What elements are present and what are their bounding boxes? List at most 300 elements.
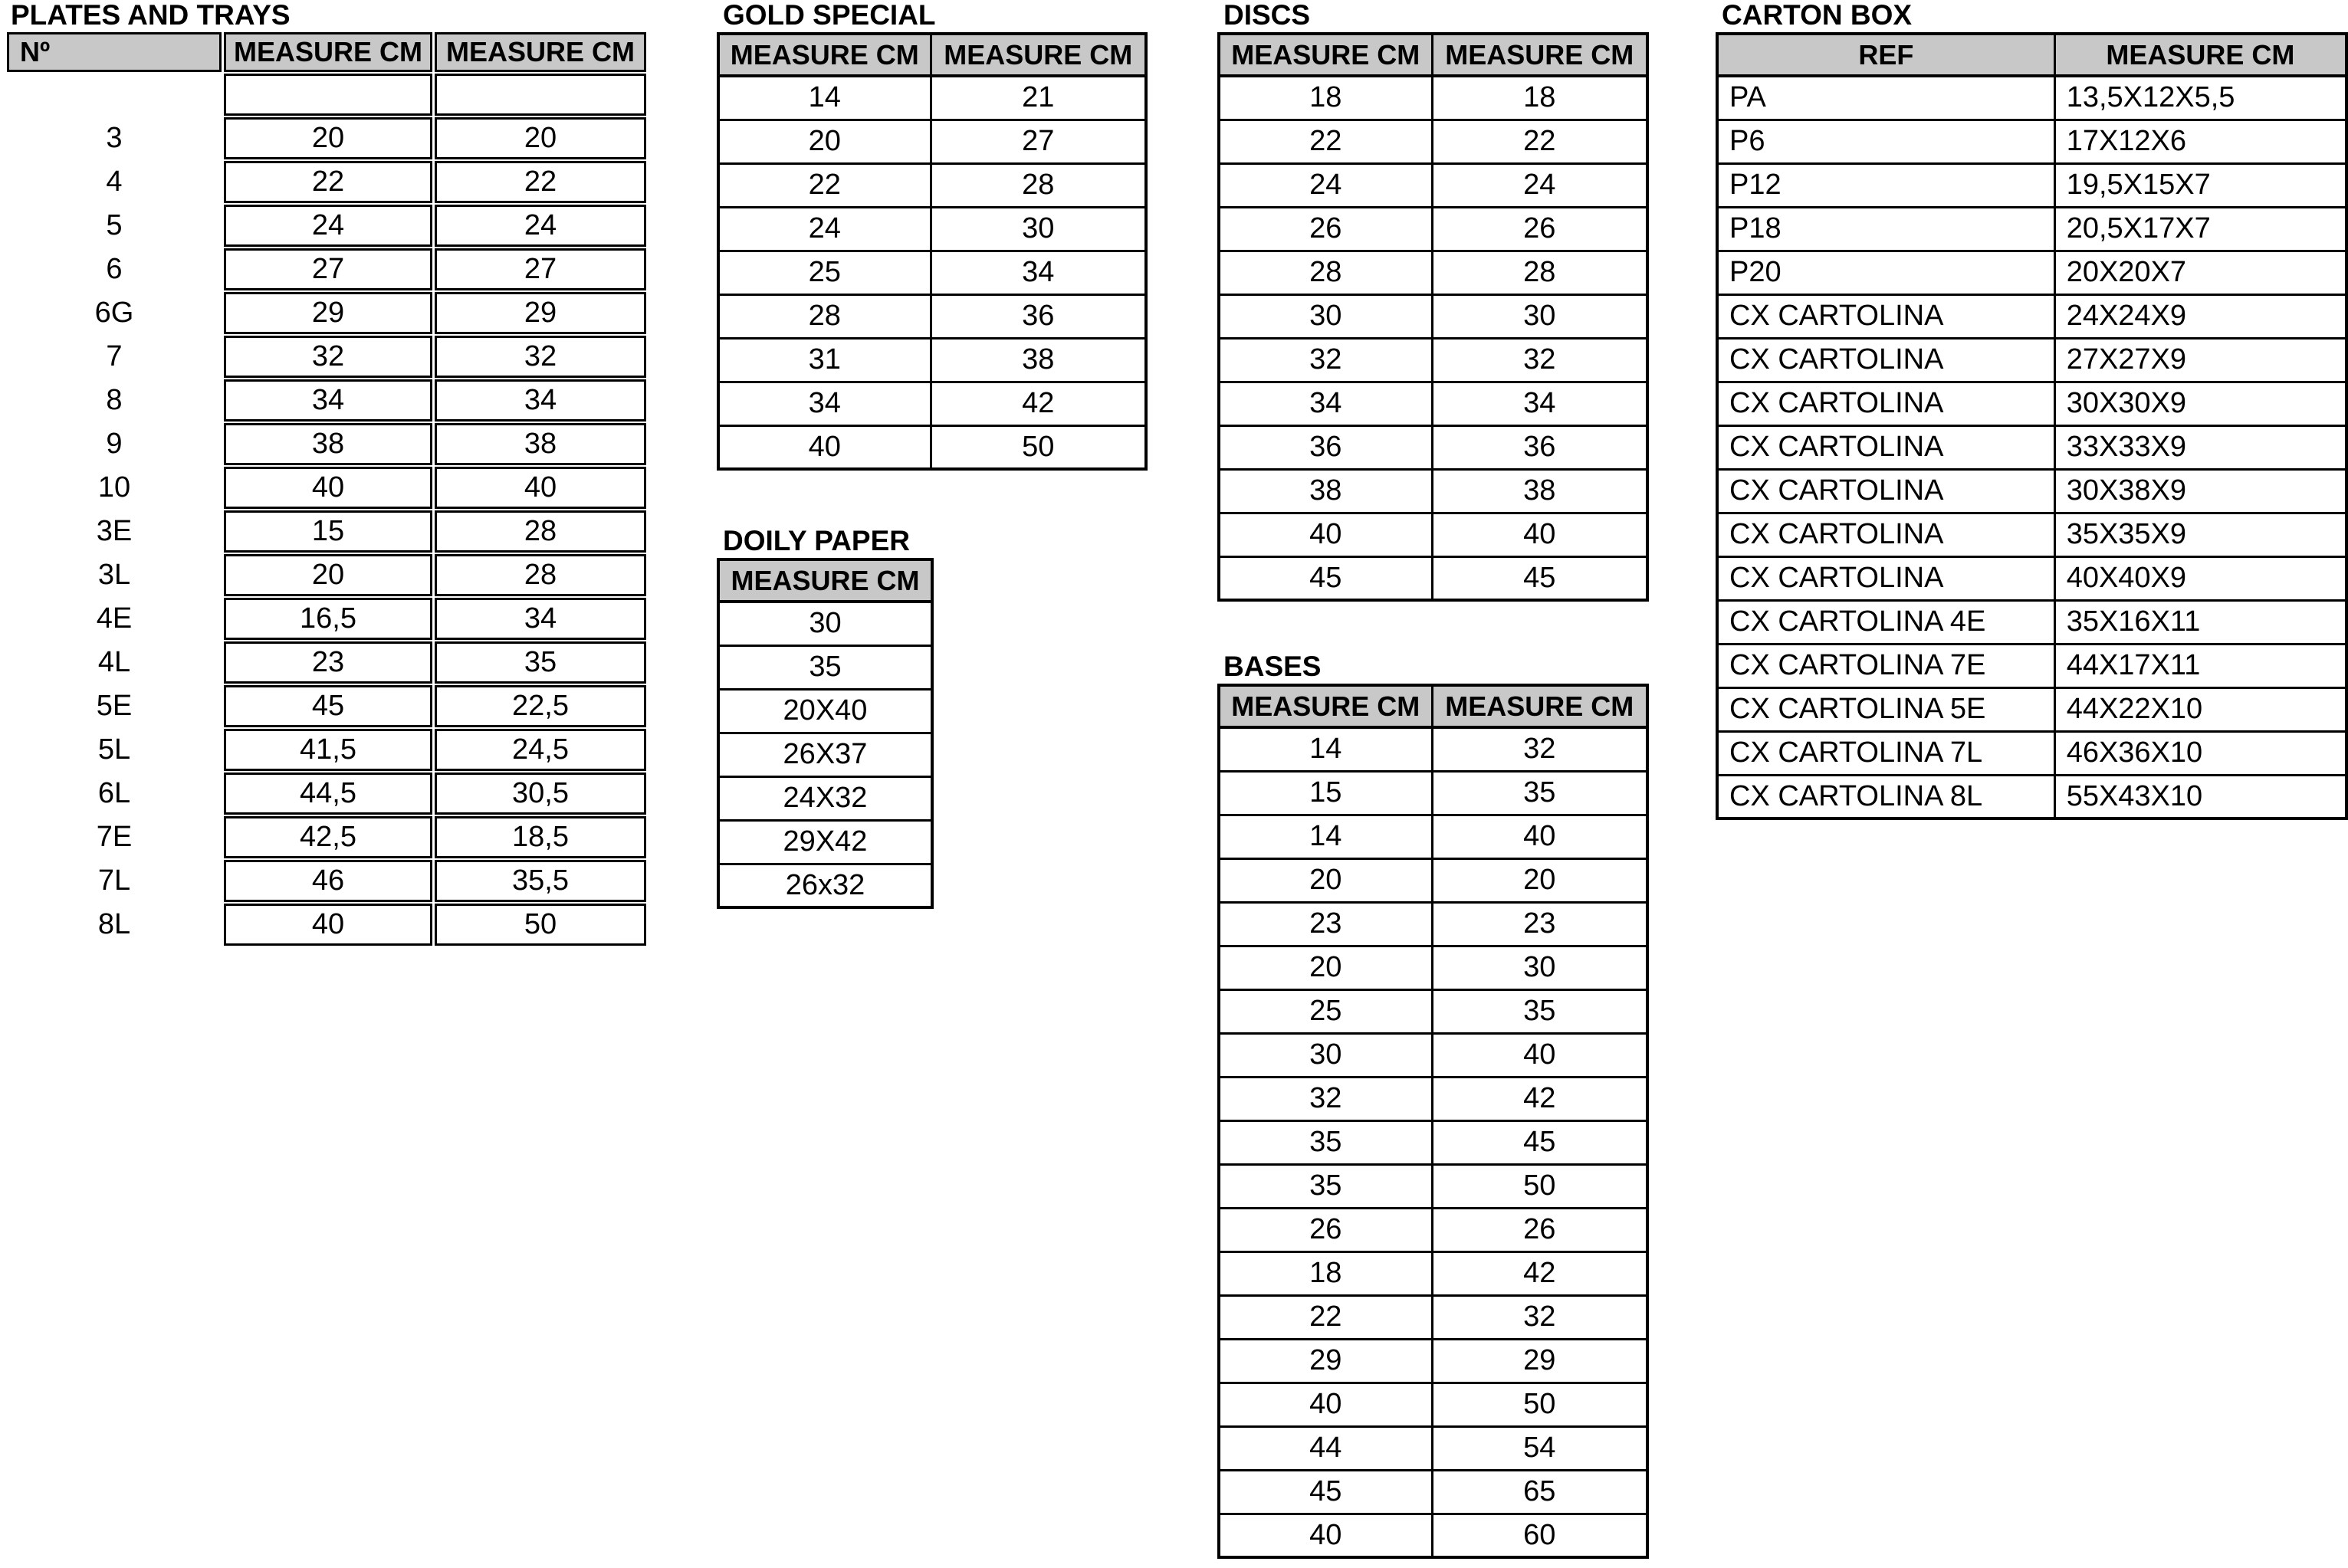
cell: 35	[718, 645, 932, 689]
cell: 30	[931, 207, 1146, 251]
cell: 5E	[96, 690, 133, 722]
table-row	[1717, 469, 2346, 513]
cell: P6	[1717, 120, 2054, 163]
cell: 40	[1432, 815, 1647, 858]
doily-paper-section	[717, 526, 934, 909]
cell: 22	[435, 161, 646, 203]
header-row	[718, 34, 1146, 76]
table-row	[1219, 815, 1647, 858]
cell: CX CARTOLINA 8L	[1717, 775, 2054, 818]
table-row	[1219, 382, 1647, 425]
cell: 27X27X9	[2054, 338, 2346, 382]
table-row	[1219, 989, 1647, 1033]
cell: 38	[435, 423, 646, 465]
cell: 20	[718, 120, 931, 163]
cell: 29	[224, 292, 432, 334]
table-row	[1717, 207, 2346, 251]
table-row	[718, 163, 1146, 207]
table-row	[718, 733, 932, 776]
cell: 46	[224, 860, 432, 902]
column-header: MEASURE CM	[1432, 685, 1647, 727]
cell: 18	[1432, 76, 1647, 120]
header-row	[1219, 34, 1647, 76]
table-row	[718, 820, 932, 864]
table-row	[7, 336, 646, 378]
table-row	[7, 205, 646, 247]
table-row	[7, 423, 646, 465]
cell: 36	[1432, 425, 1647, 469]
cell: 22	[224, 161, 432, 203]
table-row	[1717, 120, 2346, 163]
column-header: MEASURE CM	[1219, 685, 1432, 727]
cell: 45	[1432, 556, 1647, 600]
table-row	[7, 729, 646, 771]
cell: 26x32	[718, 864, 932, 907]
table-row	[718, 776, 932, 820]
cell: 34	[1432, 382, 1647, 425]
header-row	[1219, 685, 1647, 727]
cell: 35X35X9	[2054, 513, 2346, 556]
cell: 30X38X9	[2054, 469, 2346, 513]
cell: CX CARTOLINA 7L	[1717, 731, 2054, 775]
cell: 50	[1432, 1164, 1647, 1208]
table-row	[1717, 513, 2346, 556]
cell: 8L	[97, 908, 131, 940]
cell: 46X36X10	[2054, 731, 2346, 775]
cell: 32	[1432, 727, 1647, 771]
cell: CX CARTOLINA	[1717, 469, 2054, 513]
table-row	[1219, 1251, 1647, 1295]
cell: 38	[224, 423, 432, 465]
table-row	[1717, 644, 2346, 687]
cell: 34	[931, 251, 1146, 294]
cell: 24	[1432, 163, 1647, 207]
header-row	[718, 559, 932, 602]
table-row	[1219, 902, 1647, 946]
cell: 31	[718, 338, 931, 382]
cell: CX CARTOLINA	[1717, 556, 2054, 600]
cell: 19,5X15X7	[2054, 163, 2346, 207]
table-row	[7, 74, 646, 116]
gold-special-table	[717, 32, 1148, 471]
cell: 20	[224, 117, 432, 159]
table-row	[1219, 1164, 1647, 1208]
table-row	[1717, 163, 2346, 207]
table-row	[718, 602, 932, 645]
cell: 35	[1219, 1164, 1432, 1208]
plates-and-trays-table	[5, 31, 649, 947]
table-row	[1219, 858, 1647, 902]
cell: 40	[718, 425, 931, 469]
table-row	[1219, 1120, 1647, 1164]
cell	[224, 74, 432, 116]
cell	[7, 74, 222, 116]
cell: 30	[1432, 946, 1647, 989]
cell: 26	[1219, 1208, 1432, 1251]
cell: 20X40	[718, 689, 932, 733]
cell: 3	[106, 122, 123, 154]
plates-and-trays-title: PLATES AND TRAYS	[11, 0, 291, 31]
table-row	[1219, 1383, 1647, 1426]
cell: P18	[1717, 207, 2054, 251]
table-row	[7, 598, 646, 640]
cell: 16,5	[224, 598, 432, 640]
cell: 28	[1432, 251, 1647, 294]
cell: 24X32	[718, 776, 932, 820]
cell: 33X33X9	[2054, 425, 2346, 469]
cell: 44X17X11	[2054, 644, 2346, 687]
discs-title: DISCS	[1223, 0, 1311, 31]
carton-box-title: CARTON BOX	[1722, 0, 1913, 31]
table-row	[718, 864, 932, 907]
cell: P12	[1717, 163, 2054, 207]
cell	[435, 74, 646, 116]
cell: 28	[931, 163, 1146, 207]
cell: 5	[106, 209, 123, 241]
table-row	[718, 294, 1146, 338]
cell: 40	[1432, 1033, 1647, 1077]
table-row	[718, 645, 932, 689]
cell: 26	[1432, 207, 1647, 251]
cell: 15	[224, 510, 432, 553]
cell: 45	[1432, 1120, 1647, 1164]
cell: 35	[1432, 989, 1647, 1033]
cell: 42,5	[224, 816, 432, 858]
cell: PA	[1717, 76, 2054, 120]
cell: 32	[1432, 1295, 1647, 1339]
plates-and-trays-section	[5, 0, 649, 947]
cell: 25	[1219, 989, 1432, 1033]
cell: 34	[435, 379, 646, 422]
table-row	[7, 860, 646, 902]
table-row	[7, 641, 646, 684]
cell: 41,5	[224, 729, 432, 771]
table-row	[718, 207, 1146, 251]
discs-section	[1217, 0, 1649, 602]
table-row	[1219, 1514, 1647, 1557]
cell: 5L	[97, 733, 131, 766]
cell: CX CARTOLINA	[1717, 382, 2054, 425]
cell: 24,5	[435, 729, 646, 771]
table-row	[1219, 338, 1647, 382]
cell: 35	[435, 641, 646, 684]
cell: 14	[1219, 815, 1432, 858]
cell: 23	[1219, 902, 1432, 946]
table-row	[1717, 338, 2346, 382]
discs-table	[1217, 32, 1649, 602]
cell: 45	[1219, 556, 1432, 600]
column-header: MEASURE CM	[2054, 34, 2346, 76]
table-row	[718, 425, 1146, 469]
column-header: MEASURE CM	[718, 34, 931, 76]
cell: 32	[435, 336, 646, 378]
table-row	[7, 904, 646, 946]
cell: CX CARTOLINA 5E	[1717, 687, 2054, 731]
table-row	[7, 816, 646, 858]
cell: CX CARTOLINA 7E	[1717, 644, 2054, 687]
cell: 60	[1432, 1514, 1647, 1557]
cell: 50	[1432, 1383, 1647, 1426]
cell: 38	[1432, 469, 1647, 513]
table-row	[1219, 120, 1647, 163]
cell: 3E	[96, 515, 133, 547]
cell: 6	[106, 253, 123, 285]
table-row	[1219, 727, 1647, 771]
table-row	[1219, 556, 1647, 600]
table-row	[718, 382, 1146, 425]
cell: 44,5	[224, 773, 432, 815]
table-row	[1219, 163, 1647, 207]
table-row	[1219, 513, 1647, 556]
cell: 40	[1219, 1383, 1432, 1426]
table-row	[1219, 771, 1647, 815]
table-row	[7, 467, 646, 509]
cell: CX CARTOLINA 4E	[1717, 600, 2054, 644]
table-row	[1219, 1295, 1647, 1339]
column-header: MEASURE CM	[1432, 34, 1647, 76]
header-row	[7, 32, 646, 72]
cell: 20	[1219, 858, 1432, 902]
cell: 40	[435, 467, 646, 509]
cell: CX CARTOLINA	[1717, 425, 2054, 469]
cell: 4L	[97, 646, 131, 678]
table-row	[7, 117, 646, 159]
cell: 22	[1219, 120, 1432, 163]
cell: 54	[1432, 1426, 1647, 1470]
table-row	[1219, 946, 1647, 989]
cell: 34	[224, 379, 432, 422]
table-row	[1219, 425, 1647, 469]
table-row	[1219, 76, 1647, 120]
cell: 32	[1219, 1077, 1432, 1120]
cell: 7E	[96, 821, 133, 853]
cell: 36	[1219, 425, 1432, 469]
bases-table	[1217, 684, 1649, 1559]
table-row	[718, 120, 1146, 163]
cell: 6L	[97, 777, 131, 809]
table-row	[718, 76, 1146, 120]
cell: 24	[1219, 163, 1432, 207]
gold-special-title: GOLD SPECIAL	[723, 0, 936, 31]
gold-special-section	[717, 0, 1148, 471]
table-row	[1219, 294, 1647, 338]
bases-title: BASES	[1223, 651, 1322, 682]
table-row	[1219, 1426, 1647, 1470]
cell: 24	[224, 205, 432, 247]
cell: 40	[224, 467, 432, 509]
table-row	[1219, 1470, 1647, 1514]
table-row	[7, 685, 646, 727]
cell: 14	[1219, 727, 1432, 771]
table-row	[1717, 294, 2346, 338]
cell: 35X16X11	[2054, 600, 2346, 644]
table-row	[7, 773, 646, 815]
table-row	[7, 554, 646, 596]
cell: 7L	[97, 864, 131, 897]
cell: 18	[1219, 1251, 1432, 1295]
cell: 40	[1432, 513, 1647, 556]
cell: 40X40X9	[2054, 556, 2346, 600]
cell: 32	[1432, 338, 1647, 382]
table-row	[1717, 775, 2346, 818]
table-row	[7, 510, 646, 553]
cell: 50	[435, 904, 646, 946]
table-row	[1717, 687, 2346, 731]
cell: 30X30X9	[2054, 382, 2346, 425]
cell: 29	[1219, 1339, 1432, 1383]
table-row	[718, 338, 1146, 382]
cell: 40	[1219, 1514, 1432, 1557]
cell: 8	[106, 384, 123, 416]
cell: 18,5	[435, 816, 646, 858]
cell: 20	[1219, 946, 1432, 989]
header-row	[1717, 34, 2346, 76]
column-header: MEASURE CM	[718, 559, 932, 602]
cell: 22,5	[435, 685, 646, 727]
cell: 40	[1219, 513, 1432, 556]
cell: 4E	[96, 602, 133, 635]
column-header: MEASURE CM	[1219, 34, 1432, 76]
cell: 22	[1432, 120, 1647, 163]
cell: 36	[931, 294, 1146, 338]
cell: P20	[1717, 251, 2054, 294]
cell: 42	[1432, 1251, 1647, 1295]
table-row	[1219, 1077, 1647, 1120]
table-row	[1717, 76, 2346, 120]
cell: 29	[435, 292, 646, 334]
cell: 35,5	[435, 860, 646, 902]
cell: 45	[224, 685, 432, 727]
cell: 6G	[94, 297, 134, 329]
table-row	[1717, 600, 2346, 644]
cell: CX CARTOLINA	[1717, 513, 2054, 556]
cell: 44X22X10	[2054, 687, 2346, 731]
cell: 4	[106, 166, 123, 198]
cell: 28	[435, 554, 646, 596]
cell: 34	[1219, 382, 1432, 425]
cell: 38	[1219, 469, 1432, 513]
table-row	[1219, 251, 1647, 294]
table-row	[7, 379, 646, 422]
cell: 50	[931, 425, 1146, 469]
table-row	[1219, 469, 1647, 513]
table-row	[1219, 1033, 1647, 1077]
cell: 32	[224, 336, 432, 378]
cell: 17X12X6	[2054, 120, 2346, 163]
cell: 65	[1432, 1470, 1647, 1514]
table-row	[7, 161, 646, 203]
cell: 44	[1219, 1426, 1432, 1470]
cell: 3L	[97, 559, 131, 591]
cell: 7	[106, 340, 123, 372]
table-row	[1717, 382, 2346, 425]
cell: 20	[435, 117, 646, 159]
cell: 45	[1219, 1470, 1432, 1514]
cell: 27	[224, 248, 432, 290]
cell: 30	[718, 602, 932, 645]
table-row	[718, 251, 1146, 294]
cell: CX CARTOLINA	[1717, 294, 2054, 338]
cell: 27	[931, 120, 1146, 163]
cell: 28	[1219, 251, 1432, 294]
column-header: MEASURE CM	[931, 34, 1146, 76]
cell: 55X43X10	[2054, 775, 2346, 818]
cell: 38	[931, 338, 1146, 382]
table-row	[7, 248, 646, 290]
cell: 32	[1219, 338, 1432, 382]
table-row	[7, 292, 646, 334]
cell: 20X20X7	[2054, 251, 2346, 294]
cell: 13,5X12X5,5	[2054, 76, 2346, 120]
table-row	[1219, 1339, 1647, 1383]
cell: 20	[224, 554, 432, 596]
column-header: MEASURE CM	[435, 32, 646, 72]
cell: 20	[1432, 858, 1647, 902]
cell: 34	[718, 382, 931, 425]
cell: 10	[97, 471, 131, 504]
cell: 42	[931, 382, 1146, 425]
cell: 34	[435, 598, 646, 640]
cell: CX CARTOLINA	[1717, 338, 2054, 382]
table-row	[1717, 425, 2346, 469]
cell: 26X37	[718, 733, 932, 776]
table-row	[1717, 251, 2346, 294]
bases-section	[1217, 651, 1649, 1559]
cell: 25	[718, 251, 931, 294]
cell: 42	[1432, 1077, 1647, 1120]
cell: 35	[1432, 771, 1647, 815]
cell: 30	[1219, 1033, 1432, 1077]
cell: 18	[1219, 76, 1432, 120]
column-header: Nº	[7, 32, 222, 72]
cell: 30,5	[435, 773, 646, 815]
cell: 23	[1432, 902, 1647, 946]
doily-paper-table	[717, 558, 934, 909]
cell: 40	[224, 904, 432, 946]
cell: 35	[1219, 1120, 1432, 1164]
cell: 30	[1432, 294, 1647, 338]
cell: 21	[931, 76, 1146, 120]
cell: 23	[224, 641, 432, 684]
table-row	[1717, 556, 2346, 600]
table-row	[1717, 731, 2346, 775]
cell: 9	[106, 428, 123, 460]
cell: 27	[435, 248, 646, 290]
cell: 22	[1219, 1295, 1432, 1339]
cell: 24	[718, 207, 931, 251]
cell: 28	[435, 510, 646, 553]
cell: 15	[1219, 771, 1432, 815]
table-row	[1219, 1208, 1647, 1251]
cell: 22	[718, 163, 931, 207]
cell: 29X42	[718, 820, 932, 864]
cell: 24X24X9	[2054, 294, 2346, 338]
cell: 24	[435, 205, 646, 247]
doily-paper-title: DOILY PAPER	[723, 525, 911, 556]
cell: 14	[718, 76, 931, 120]
cell: 20,5X17X7	[2054, 207, 2346, 251]
carton-box-table	[1716, 32, 2348, 820]
table-row	[718, 689, 932, 733]
column-header: REF	[1717, 34, 2054, 76]
cell: 29	[1432, 1339, 1647, 1383]
cell: 26	[1432, 1208, 1647, 1251]
carton-box-section	[1716, 0, 2348, 820]
column-header: MEASURE CM	[224, 32, 432, 72]
table-row	[1219, 207, 1647, 251]
cell: 30	[1219, 294, 1432, 338]
cell: 26	[1219, 207, 1432, 251]
